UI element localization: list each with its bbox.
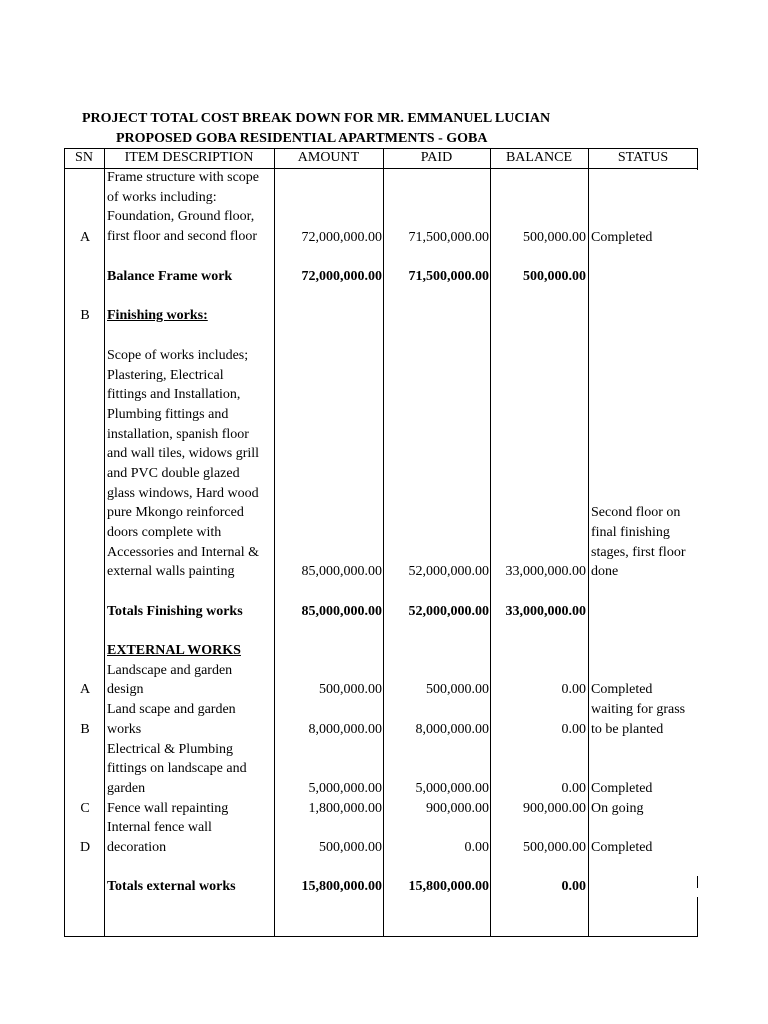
finishing-status-line: stages, first floor: [591, 545, 686, 560]
external-amount: 500,000.00: [319, 840, 382, 855]
external-balance: 900,000.00: [523, 801, 586, 816]
external-desc-line: garden: [107, 781, 146, 796]
external-amount: 5,000,000.00: [308, 781, 382, 796]
external-paid: 0.00: [464, 840, 489, 855]
external-status: On going: [591, 801, 644, 816]
external-status-line: waiting for grass: [591, 702, 686, 717]
external-sn: D: [79, 840, 91, 855]
external-desc-line: Landscape and garden: [107, 663, 233, 678]
external-sn: B: [80, 722, 90, 737]
finishing-desc-line: external walls painting: [107, 564, 235, 579]
external-desc-line: design: [107, 682, 144, 697]
external-desc-line: Land scape and garden: [107, 702, 236, 717]
frame-sn: A: [79, 230, 91, 245]
header-item-description: ITEM DESCRIPTION: [124, 150, 254, 165]
finishing-total-label: Totals Finishing works: [107, 604, 243, 619]
external-desc-line: Fence wall repainting: [107, 801, 229, 816]
frame-paid: 71,500,000.00: [408, 230, 489, 245]
frame-amount: 72,000,000.00: [301, 230, 382, 245]
frame-status: Completed: [591, 230, 653, 245]
frame-balance: 500,000.00: [523, 230, 586, 245]
finishing-total-amount: 85,000,000.00: [301, 604, 382, 619]
finishing-status-line: Second floor on: [591, 505, 681, 520]
finishing-balance: 33,000,000.00: [505, 564, 586, 579]
external-balance: 500,000.00: [523, 840, 586, 855]
finishing-status-line: final finishing: [591, 525, 670, 540]
frame-desc-line: of works including:: [107, 190, 217, 205]
finishing-desc-line: Plumbing fittings and: [107, 407, 229, 422]
finishing-desc-line: and PVC double glazed: [107, 466, 240, 481]
finishing-desc-line: glass windows, Hard wood: [107, 486, 259, 501]
external-paid: 8,000,000.00: [415, 722, 489, 737]
external-amount: 1,800,000.00: [308, 801, 382, 816]
frame-desc-line: Frame structure with scope: [107, 170, 260, 185]
header-balance: BALANCE: [505, 150, 573, 165]
frame-total-amount: 72,000,000.00: [301, 269, 382, 284]
frame-total-label: Balance Frame work: [107, 269, 233, 284]
external-amount: 500,000.00: [319, 682, 382, 697]
finishing-total-paid: 52,000,000.00: [408, 604, 489, 619]
header-sn: SN: [75, 150, 93, 165]
external-amount: 8,000,000.00: [308, 722, 382, 737]
finishing-paid: 52,000,000.00: [408, 564, 489, 579]
external-total-paid: 15,800,000.00: [408, 879, 489, 894]
external-paid: 5,000,000.00: [415, 781, 489, 796]
external-desc-line: works: [107, 722, 142, 737]
header-paid: PAID: [420, 150, 453, 165]
finishing-desc-line: installation, spanish floor: [107, 427, 249, 442]
external-sn: C: [80, 801, 90, 816]
external-status: Completed: [591, 840, 653, 855]
external-status-line: to be planted: [591, 722, 664, 737]
finishing-desc-line: and wall tiles, widows grill: [107, 446, 260, 461]
finishing-status-line: done: [591, 564, 619, 579]
external-total-label: Totals external works: [107, 879, 236, 894]
external-desc-line: Internal fence wall: [107, 820, 212, 835]
finishing-desc-line: fittings and Installation,: [107, 387, 241, 402]
finishing-desc-line: Plastering, Electrical: [107, 368, 224, 383]
finishing-desc-line: Scope of works includes;: [107, 348, 249, 363]
finishing-sn: B: [80, 308, 90, 323]
external-paid: 500,000.00: [426, 682, 489, 697]
frame-desc-line: first floor and second floor: [107, 229, 258, 244]
external-paid: 900,000.00: [426, 801, 489, 816]
finishing-desc-line: Accessories and Internal &: [107, 545, 259, 560]
finishing-total-balance: 33,000,000.00: [505, 604, 586, 619]
document-title: PROJECT TOTAL COST BREAK DOWN FOR MR. EMMANUEL LUCIAN: [82, 111, 551, 126]
external-desc-line: decoration: [107, 840, 167, 855]
external-total-balance: 0.00: [561, 879, 586, 894]
external-balance: 0.00: [561, 781, 586, 796]
external-total-amount: 15,800,000.00: [301, 879, 382, 894]
document-subtitle: PROPOSED GOBA RESIDENTIAL APARTMENTS - GOBA: [116, 131, 488, 146]
finishing-desc-line: pure Mkongo reinforced: [107, 505, 244, 520]
header-amount: AMOUNT: [297, 150, 360, 165]
external-desc-line: Electrical & Plumbing: [107, 742, 233, 757]
external-sn: A: [79, 682, 91, 697]
finishing-heading: Finishing works:: [107, 308, 208, 323]
frame-total-paid: 71,500,000.00: [408, 269, 489, 284]
frame-total-balance: 500,000.00: [523, 269, 586, 284]
frame-desc-line: Foundation, Ground floor,: [107, 209, 255, 224]
external-balance: 0.00: [561, 682, 586, 697]
external-status: Completed: [591, 682, 653, 697]
external-balance: 0.00: [561, 722, 586, 737]
header-status: STATUS: [617, 150, 669, 165]
external-status: Completed: [591, 781, 653, 796]
finishing-amount: 85,000,000.00: [301, 564, 382, 579]
finishing-desc-line: doors complete with: [107, 525, 222, 540]
external-heading: EXTERNAL WORKS: [107, 643, 241, 658]
external-desc-line: fittings on landscape and: [107, 761, 247, 776]
